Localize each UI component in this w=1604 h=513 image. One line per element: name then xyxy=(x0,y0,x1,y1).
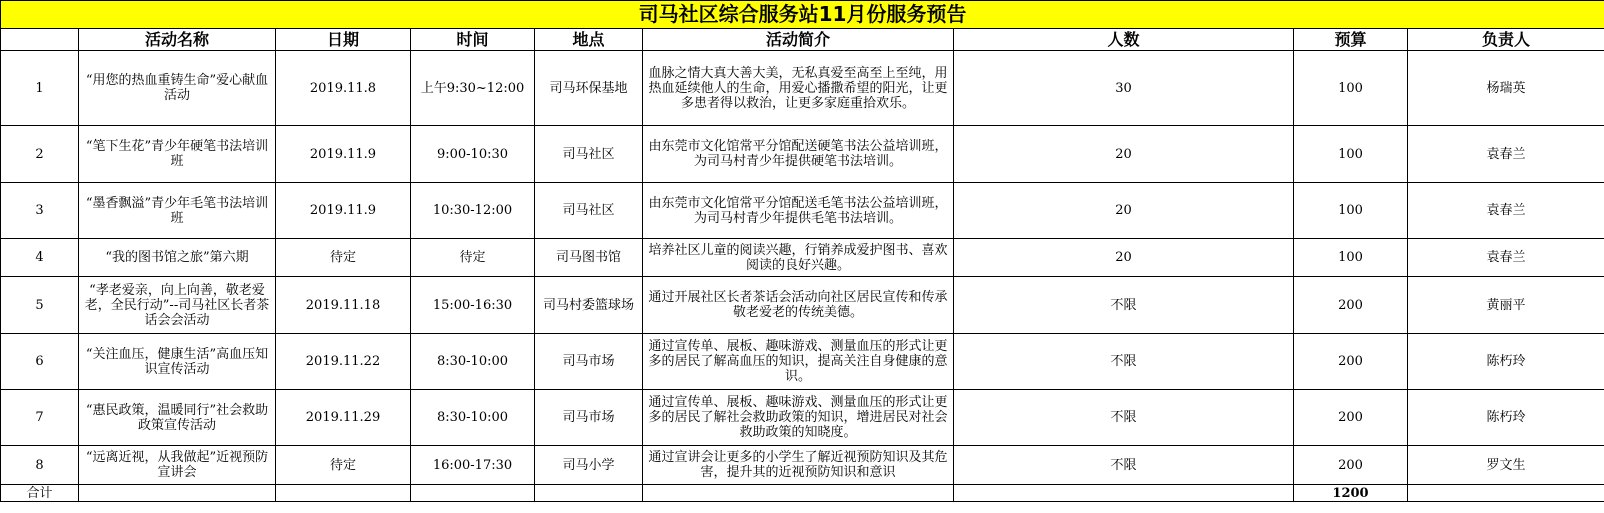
activity-owner: 袁春兰 xyxy=(1408,239,1604,277)
activity-date: 2019.11.8 xyxy=(276,51,411,126)
activity-location: 司马社区 xyxy=(535,183,643,239)
activity-owner: 袁春兰 xyxy=(1408,183,1604,239)
activity-description: 培养社区儿童的阅读兴趣，行销养成爱护图书、喜欢阅读的良好兴趣。 xyxy=(643,239,954,277)
activity-name: “惠民政策，温暖同行”社会救助政策宣传活动 xyxy=(79,390,276,446)
activity-date: 2019.11.9 xyxy=(276,126,411,183)
activity-owner: 陈朽玲 xyxy=(1408,334,1604,390)
activity-people: 20 xyxy=(954,239,1294,277)
activity-description: 由东莞市文化馆常平分馆配送毛笔书法公益培训班，为司马村青少年提供毛笔书法培训。 xyxy=(643,183,954,239)
total-row xyxy=(1,485,1604,502)
activity-people: 不限 xyxy=(954,390,1294,446)
activity-time: 8:30-10:00 xyxy=(411,390,535,446)
activity-people: 30 xyxy=(954,51,1294,126)
activity-name: “笔下生花”青少年硬笔书法培训班 xyxy=(79,126,276,183)
activity-owner: 黄丽平 xyxy=(1408,277,1604,334)
total-empty-cell xyxy=(1408,485,1604,502)
activity-name: “关注血压，健康生活”高血压知识宣传活动 xyxy=(79,334,276,390)
header-index xyxy=(1,29,79,51)
activity-date: 2019.11.18 xyxy=(276,277,411,334)
table-row xyxy=(1,239,1604,277)
header-name: 活动名称 xyxy=(79,29,276,51)
table-row xyxy=(1,51,1604,126)
activity-budget: 200 xyxy=(1294,390,1408,446)
table-row xyxy=(1,126,1604,183)
activity-budget: 200 xyxy=(1294,277,1408,334)
activity-date: 2019.11.9 xyxy=(276,183,411,239)
activity-people: 20 xyxy=(954,126,1294,183)
activity-time: 待定 xyxy=(411,239,535,277)
activity-budget: 200 xyxy=(1294,334,1408,390)
sheet-title: 司马社区综合服务站11月份服务预告 xyxy=(1,1,1604,29)
table-row xyxy=(1,390,1604,446)
activity-people: 不限 xyxy=(954,277,1294,334)
activity-time: 16:00-17:30 xyxy=(411,446,535,485)
row-index: 1 xyxy=(1,51,79,126)
activity-name: “墨香飘溢”青少年毛笔书法培训班 xyxy=(79,183,276,239)
header-location: 地点 xyxy=(535,29,643,51)
activity-time: 10:30-12:00 xyxy=(411,183,535,239)
activity-time: 8:30-10:00 xyxy=(411,334,535,390)
row-index: 3 xyxy=(1,183,79,239)
activity-description: 通过宣传单、展板、趣味游戏、测量血压的形式让更多的居民了解高血压的知识，提高关注自身健康的意识。 xyxy=(643,334,954,390)
activity-location: 司马市场 xyxy=(535,334,643,390)
table-row xyxy=(1,334,1604,390)
activity-owner: 杨瑞英 xyxy=(1408,51,1604,126)
header-people: 人数 xyxy=(954,29,1294,51)
activity-budget: 200 xyxy=(1294,446,1408,485)
activity-budget: 100 xyxy=(1294,51,1408,126)
activity-owner: 袁春兰 xyxy=(1408,126,1604,183)
row-index: 5 xyxy=(1,277,79,334)
table-row xyxy=(1,277,1604,334)
row-index: 2 xyxy=(1,126,79,183)
activity-date: 待定 xyxy=(276,239,411,277)
activity-name: “用您的热血重铸生命”爱心献血活动 xyxy=(79,51,276,126)
total-label: 合计 xyxy=(1,485,79,502)
activity-budget: 100 xyxy=(1294,183,1408,239)
activity-date: 待定 xyxy=(276,446,411,485)
activity-name: “孝老爱亲，向上向善，敬老爱老，全民行动”--司马社区长者茶话会会活动 xyxy=(79,277,276,334)
activity-name: “远离近视，从我做起”近视预防宣讲会 xyxy=(79,446,276,485)
header-budget: 预算 xyxy=(1294,29,1408,51)
activity-description: 由东莞市文化馆常平分馆配送硬笔书法公益培训班，为司马村青少年提供硬笔书法培训。 xyxy=(643,126,954,183)
activity-people: 不限 xyxy=(954,446,1294,485)
activity-location: 司马图书馆 xyxy=(535,239,643,277)
total-empty-cell xyxy=(79,485,276,502)
activity-time: 上午9:30~12:00 xyxy=(411,51,535,126)
row-index: 7 xyxy=(1,390,79,446)
activity-budget: 100 xyxy=(1294,126,1408,183)
activity-description: 通过开展社区长者茶话会活动向社区居民宣传和传承敬老爱老的传统美德。 xyxy=(643,277,954,334)
total-empty-cell xyxy=(276,485,411,502)
activity-description: 通过宣讲会让更多的小学生了解近视预防知识及其危害，提升其的近视预防知识和意识 xyxy=(643,446,954,485)
total-empty-cell xyxy=(535,485,643,502)
activity-time: 9:00-10:30 xyxy=(411,126,535,183)
activity-location: 司马小学 xyxy=(535,446,643,485)
activity-description: 血脉之情大真大善大美，无私真爱至高至上至纯，用热血延续他人的生命，用爱心播撒希望的阳光，让更多患者得以救治，让更多家庭重拾欢乐。 xyxy=(643,51,954,126)
activity-owner: 罗文生 xyxy=(1408,446,1604,485)
activity-budget: 100 xyxy=(1294,239,1408,277)
total-empty-cell xyxy=(954,485,1294,502)
activity-people: 20 xyxy=(954,183,1294,239)
total-empty-cell xyxy=(643,485,954,502)
table-row xyxy=(1,446,1604,485)
activity-location: 司马村委篮球场 xyxy=(535,277,643,334)
header-owner: 负责人 xyxy=(1408,29,1604,51)
total-budget: 1200 xyxy=(1294,485,1408,502)
row-index: 6 xyxy=(1,334,79,390)
activity-date: 2019.11.29 xyxy=(276,390,411,446)
row-index: 8 xyxy=(1,446,79,485)
activity-description: 通过宣传单、展板、趣味游戏、测量血压的形式让更多的居民了解社会救助政策的知识，增进居民对社会救助政策的知晓度。 xyxy=(643,390,954,446)
activity-owner: 陈朽玲 xyxy=(1408,390,1604,446)
activity-location: 司马环保基地 xyxy=(535,51,643,126)
activity-time: 15:00-16:30 xyxy=(411,277,535,334)
row-index: 4 xyxy=(1,239,79,277)
header-row xyxy=(1,29,1604,51)
header-date: 日期 xyxy=(276,29,411,51)
title-row xyxy=(1,1,1604,29)
header-time: 时间 xyxy=(411,29,535,51)
activity-date: 2019.11.22 xyxy=(276,334,411,390)
table-row xyxy=(1,183,1604,239)
activity-name: “我的图书馆之旅”第六期 xyxy=(79,239,276,277)
activity-location: 司马社区 xyxy=(535,126,643,183)
header-description: 活动简介 xyxy=(643,29,954,51)
activity-location: 司马市场 xyxy=(535,390,643,446)
activity-people: 不限 xyxy=(954,334,1294,390)
total-empty-cell xyxy=(411,485,535,502)
